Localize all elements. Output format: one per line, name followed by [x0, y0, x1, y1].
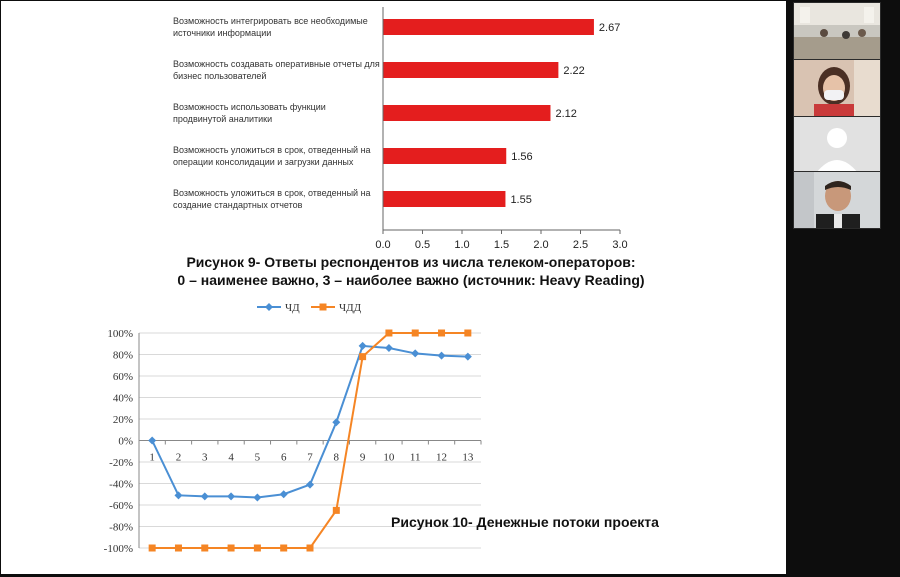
line-x-tick-label: 12 — [436, 451, 448, 464]
bar-category-label-line: Возможность интегрировать все необходимые — [173, 16, 368, 26]
legend-label: ЧДД — [339, 302, 362, 314]
figure-9-caption-line-1: Рисунок 9- Ответы респондентов из числа телеком-операторов: — [186, 254, 636, 270]
series-2-point — [280, 545, 287, 552]
bar — [383, 105, 550, 121]
series-2-point — [412, 330, 419, 337]
bar-category-label — [173, 102, 326, 124]
series-2-point — [464, 330, 471, 337]
line-y-tick-label: -20% — [109, 457, 133, 469]
series-2-point — [254, 545, 261, 552]
line-x-tick-label: 3 — [202, 451, 208, 464]
bar-x-tick-label: 1.5 — [493, 239, 510, 251]
bar — [383, 191, 505, 207]
participant-video-tile[interactable] — [793, 171, 881, 229]
series-2-point — [359, 353, 366, 360]
line-x-tick-label: 5 — [254, 451, 261, 464]
bar-x-tick-label: 2.0 — [533, 239, 549, 251]
series-1-point — [411, 349, 419, 357]
line-x-tick-label: 9 — [359, 451, 366, 464]
woman-with-mask-video-icon — [794, 60, 880, 116]
bar-category-label-line: Возможность использовать функции — [173, 102, 326, 112]
series-2-point — [149, 545, 156, 552]
bar — [383, 148, 506, 164]
bar-category-label-line: Возможность создавать оперативные отчеты для — [173, 59, 380, 69]
classroom-video-icon — [794, 3, 880, 59]
bar-category-label-line: источники информации — [173, 28, 272, 38]
bar-x-tick-label: 3.0 — [612, 239, 628, 251]
line-y-tick-label: 0% — [118, 435, 133, 448]
line-y-tick-label: 60% — [112, 371, 133, 383]
bar-category-label — [173, 16, 368, 38]
bar-chart — [161, 5, 631, 253]
line-y-tick-label: 100% — [107, 328, 133, 340]
line-y-tick-label: -60% — [109, 500, 133, 512]
legend-label: ЧД — [285, 302, 300, 314]
line-x-tick-label: 10 — [383, 451, 395, 464]
series-1-point — [148, 437, 156, 445]
line-x-tick-label: 8 — [333, 451, 340, 464]
series-1-point — [385, 344, 393, 352]
bar-category-label-line: Возможность уложиться в срок, отведенный на — [173, 145, 371, 155]
series-1-point — [280, 490, 288, 498]
bar-x-tick-label: 0.5 — [414, 239, 431, 251]
bar-category-label-line: Возможность уложиться в срок, отведенный на — [173, 188, 371, 198]
bar-category-label — [173, 145, 371, 167]
series-2-point — [175, 545, 182, 552]
bar — [383, 19, 594, 35]
bar-category-label-line: создание стандартных отчетов — [173, 200, 303, 210]
user-avatar-icon — [794, 117, 880, 173]
line-y-tick-label: -100% — [103, 543, 133, 555]
series-2-point — [201, 545, 208, 552]
bar-value-label: 2.67 — [598, 22, 621, 34]
series-1-point — [438, 352, 446, 360]
participant-avatar-tile[interactable] — [793, 116, 881, 174]
line-x-tick-label: 4 — [228, 451, 234, 464]
presentation-slide — [1, 1, 786, 574]
line-x-tick-label: 11 — [409, 451, 421, 464]
series-2-point — [228, 545, 235, 552]
line-y-tick-label: -40% — [109, 478, 133, 491]
bar-value-label: 1.55 — [510, 194, 532, 206]
series-1-point — [227, 492, 235, 500]
bar — [383, 62, 558, 78]
series-2-point — [385, 330, 392, 337]
bar-value-label: 1.56 — [511, 151, 533, 163]
bar-category-label-line: бизнес пользователей — [173, 71, 267, 81]
line-x-tick-label: 6 — [280, 451, 287, 464]
line-x-tick-label: 2 — [175, 451, 182, 464]
series-2-point — [438, 330, 445, 337]
series-2-point — [333, 507, 340, 514]
series-2-point — [307, 545, 314, 552]
video-participants-panel — [788, 0, 900, 577]
series-1-point — [253, 493, 261, 501]
bar-value-label: 2.12 — [555, 108, 577, 120]
series-1-point — [464, 353, 472, 361]
bar-category-label — [173, 188, 371, 210]
line-y-tick-label: -80% — [109, 521, 133, 534]
figure-9-caption — [151, 253, 671, 289]
series-1-point — [201, 492, 209, 500]
series-1-point — [359, 342, 367, 350]
bar-x-tick-label: 0.0 — [375, 239, 391, 251]
bar-category-label — [173, 59, 380, 81]
bar-category-label-line: операции консолидации и загрузки данных — [173, 157, 354, 167]
bar-x-tick-label: 1.0 — [454, 239, 470, 251]
line-x-tick-label: 7 — [307, 451, 313, 464]
bar-value-label: 2.22 — [563, 65, 585, 77]
man-video-icon — [794, 172, 880, 228]
legend-marker — [320, 304, 327, 311]
bar-category-label-line: продвинутой аналитики — [173, 114, 273, 124]
bar-x-tick-label: 2.5 — [572, 239, 589, 251]
series-1-point — [306, 481, 314, 489]
participant-video-tile[interactable] — [793, 2, 881, 60]
series-line-1 — [152, 346, 468, 498]
legend-marker — [265, 303, 273, 311]
series-1-point — [174, 491, 182, 499]
line-x-tick-label: 1 — [149, 451, 155, 464]
figure-9-caption-line-2: 0 – наименее важно, 3 – наиболее важно (источник: Heavy Reading) — [177, 272, 645, 288]
line-y-tick-label: 40% — [112, 392, 133, 405]
line-y-tick-label: 20% — [112, 414, 133, 426]
participant-video-tile[interactable] — [793, 59, 881, 117]
figure-10-caption: Рисунок 10- Денежные потоки проекта — [391, 514, 659, 530]
line-y-tick-label: 80% — [112, 349, 133, 362]
line-x-tick-label: 13 — [462, 451, 474, 464]
